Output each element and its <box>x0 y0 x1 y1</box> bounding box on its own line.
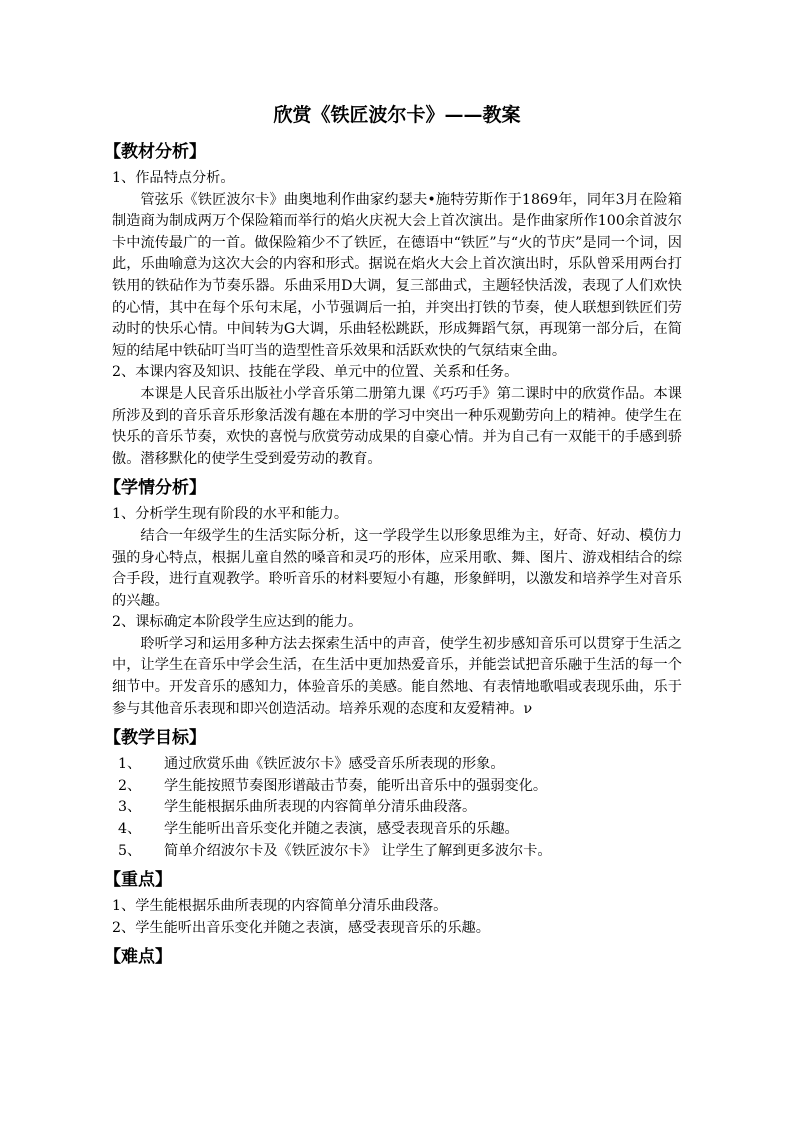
subheading-curriculum-goals: 2、课标确定本阶段学生应达到的能力。 <box>112 614 363 631</box>
paragraph-work-features: 管弦乐《铁匠波尔卡》曲奥地利作曲家约瑟夫•施特劳斯作于1869年，同年3月在险箱制造商为制成两万个保险箱而举行的焰火庆祝大会上首次演出。是作曲家所作100余首波尔卡中流传最广的一首。做保险箱少不了铁匠，在德语中“铁匠”与“火的节庆”是同一个词，因此，乐曲喻意为这次大会的内容和形式。据说在焰火大会上首次演出时，乐队曾采用两台打铁用的铁砧作为节奏乐器。乐曲采用D大调，复三部曲式，主题轻快活泼，表现了人们欢快的心情，其中在每个乐句末尾，小节强调后一拍，并突出打铁的节奏，使人联想到铁匠们劳动时的快乐心情。中间转为G大调，乐曲轻松跳跃，形成舞蹈气氛，再现第一部分后，在简短的结尾中铁砧叮当叮当的造型性音乐效果和活跃欢快的气氛结束全曲。 <box>112 191 682 359</box>
list-item: 4、 学生能听出音乐变化并随之表演，感受表现音乐的乐趣。 <box>118 821 519 838</box>
subheading-work-features: 1、作品特点分析。 <box>112 170 235 186</box>
section-heading-key-points: 【重点】 <box>104 870 172 891</box>
document-title: 欣赏《铁匠波尔卡》——教案 <box>273 104 521 126</box>
document-page <box>104 102 682 973</box>
section-heading-student-analysis: 【学情分析】 <box>104 478 206 499</box>
list-item: 5、 简单介绍波尔卡及《铁匠波尔卡》 让学生了解到更多波尔卡。 <box>118 842 552 859</box>
section-heading-teaching-objectives: 【教学目标】 <box>104 728 206 749</box>
paragraph-lesson-position: 本课是人民音乐出版社小学音乐第二册第九课《巧巧手》第二课时中的欣赏作品。本课所涉及到的音乐音乐形象活泼有趣在本册的学习中突出一种乐观勤劳向上的精神。使学生在快乐的音乐节奏，欢快的喜悦与欣赏劳动成果的自豪心情。并为自己有一双能干的手感到骄傲。潜移默化的使学生受到爱劳动的教育。 <box>112 385 682 467</box>
section-heading-material-analysis: 【教材分析】 <box>104 142 206 162</box>
key-point-line: 1、学生能根据乐曲所表现的内容简单分清乐曲段落。 <box>112 898 448 915</box>
subheading-student-level: 1、分析学生现有阶段的水平和能力。 <box>112 506 349 523</box>
key-point-line: 2、学生能听出音乐变化并随之表演，感受表现音乐的乐趣。 <box>112 919 490 936</box>
list-item: 2、 学生能按照节奏图形谱敲击节奏，能听出音乐中的强弱变化。 <box>118 777 548 794</box>
section-heading-difficulties: 【难点】 <box>104 947 172 968</box>
list-item: 3、 学生能根据乐曲所表现的内容简单分清乐曲段落。 <box>118 799 477 816</box>
list-item: 1、 通过欣赏乐曲《铁匠波尔卡》感受音乐所表现的形象。 <box>118 756 505 773</box>
subheading-lesson-position: 2、本课内容及知识、技能在学段、单元中的位置、关系和任务。 <box>112 364 519 381</box>
paragraph-curriculum-goals: 聆听学习和运用多种方法去探索生活中的声音，使学生初步感知音乐可以贯穿于生活之中，让学生在音乐中学会生活，在生活中更加热爱音乐，并能尝试把音乐融于生活的每一个细节中。开发音乐的感知力，体验音乐的美感。能自然地、有表情地歌唱或表现乐曲，乐于参与其他音乐表现和即兴创造活动。培养乐观的态度和友爱精神。ν <box>112 635 682 717</box>
paragraph-student-level: 结合一年级学生的生活实际分析，这一学段学生以形象思维为主，好奇、好动、模仿力强的身心特点，根据儿童自然的嗓音和灵巧的形体，应采用歌、舞、图片、游戏相结合的综合手段，进行直观教学。聆听音乐的材料要短小有趣，形象鲜明，以激发和培养学生对音乐的兴趣。 <box>112 527 682 609</box>
